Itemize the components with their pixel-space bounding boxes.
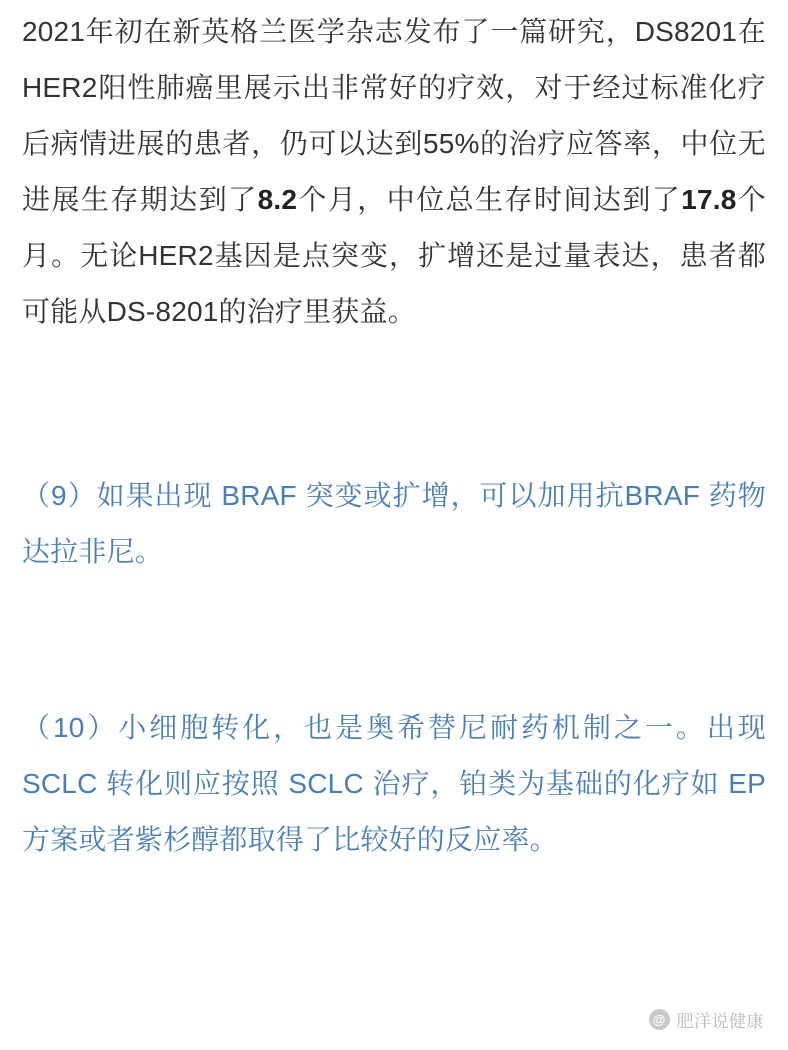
paragraph-segment: 2021年初在新英格兰医学杂志发布了一篇研究，DS8201在HER2阳性肺癌里展示出非常好的疗效，对于经过标准化疗后病情进展的患者，仍可以达到55%的治疗应答率，中位无进展生存期达到了 — [22, 16, 766, 215]
watermark-avatar-icon: @ — [649, 1009, 670, 1030]
watermark — [649, 1007, 765, 1032]
paragraph-segment-bold-pfs: 8.2 — [257, 184, 298, 215]
paragraph-gap-2 — [22, 580, 766, 700]
paragraph-segment: 个月，中位总生存时间达到了 — [297, 184, 682, 215]
paragraph-sclc: （10）小细胞转化，也是奥希替尼耐药机制之一。出现 SCLC 转化则应按照 SCLC 治疗，铂类为基础的化疗如 EP 方案或者紫杉醇都取得了比较好的反应率。 — [22, 712, 766, 855]
paragraph-braf: （9）如果出现 BRAF 突变或扩增，可以加用抗BRAF 药物达拉非尼。 — [22, 480, 766, 567]
watermark-label: 肥洋说健康 — [676, 1012, 764, 1031]
paragraph-gap-1 — [22, 340, 766, 468]
paragraph-segment-bold-os: 17.8 — [681, 184, 737, 215]
paragraph-ds8201 — [22, 0, 766, 340]
paragraph-segment: 个月。无论HER2基因是点突变，扩增还是过量表达，患者都可能从DS-8201的治疗里获益。 — [22, 184, 766, 327]
